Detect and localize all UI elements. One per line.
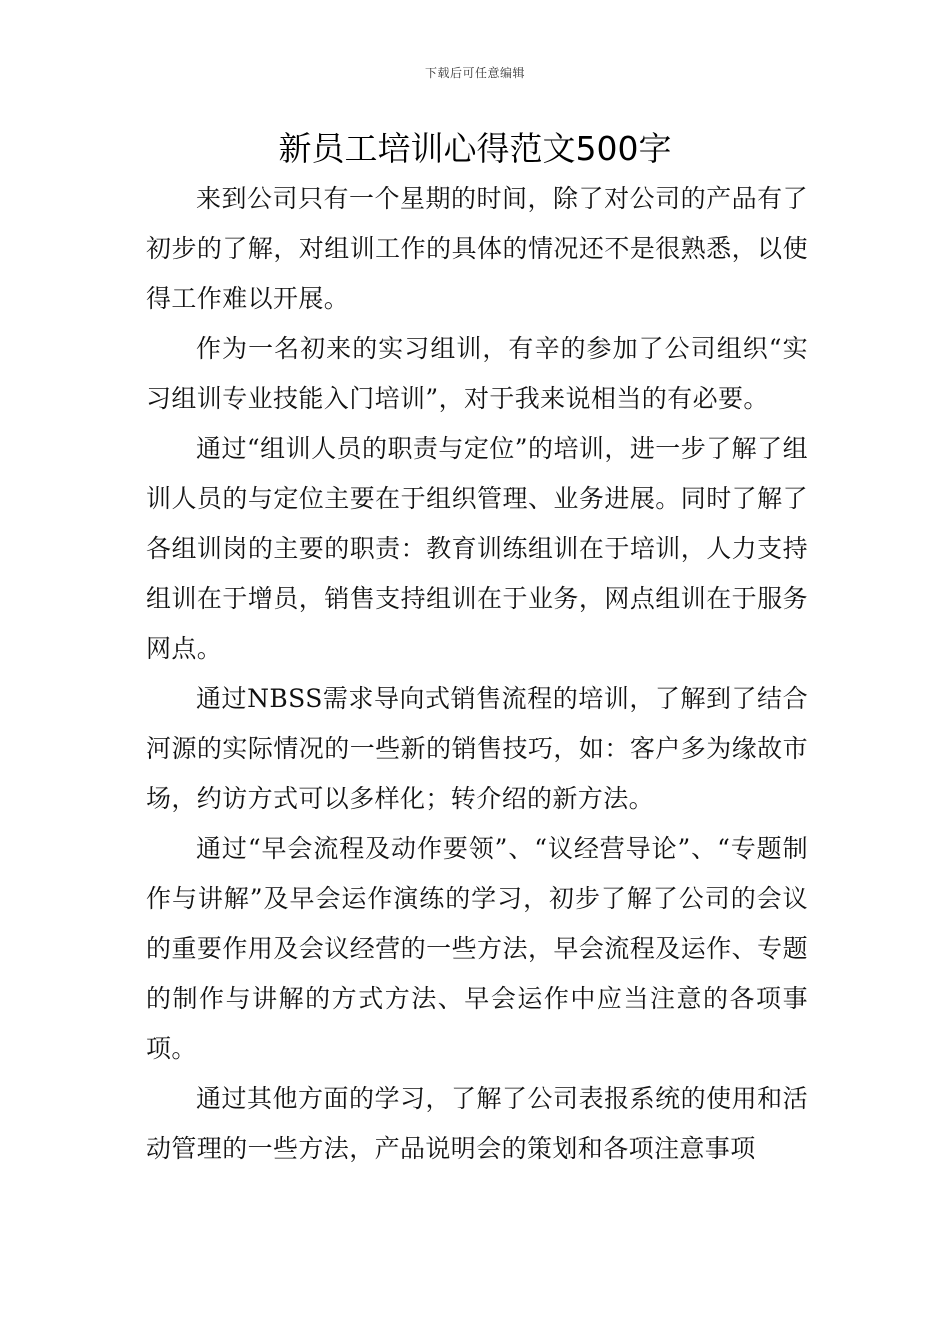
paragraph-3: 通过“组训人员的职责与定位”的培训，进一步了解了组训人员的与定位主要在于组织管理、业务进展。同时了解了各组训岗的主要的职责：教育训练组训在于培训，人力支持组训在于增员，销售支持组训在于业务，网点组训在于服务网点。: [146, 434, 808, 663]
header-note: 下载后可任意编辑: [424, 66, 525, 80]
document-title: 新员工培训心得范文500字: [278, 129, 672, 168]
paragraph-2: 作为一名初来的实习组训，有辛的参加了公司组织“实习组训专业技能入门培训”，对于我来说相当的有必要。: [146, 334, 808, 413]
paragraph-6: 通过其他方面的学习，了解了公司表报系统的使用和活动管理的一些方法，产品说明会的策划和各项注意事项: [146, 1084, 808, 1163]
paragraph-5: 通过“早会流程及动作要领”、“议经营导论”、“专题制作与讲解”及早会运作演练的学习，初步了解了公司的会议的重要作用及会议经营的一些方法，早会流程及运作、专题的制作与讲解的方式方法、早会运作中应当注意的各项事项。: [146, 834, 808, 1063]
document-body: [146, 174, 808, 1174]
paragraph-4: 通过NBSS需求导向式销售流程的培训，了解到了结合河源的实际情况的一些新的销售技巧，如：客户多为缘故市场，约访方式可以多样化；转介绍的新方法。: [146, 684, 808, 813]
paragraph-1: 来到公司只有一个星期的时间，除了对公司的产品有了初步的了解，对组训工作的具体的情况还不是很熟悉，以使得工作难以开展。: [146, 184, 808, 313]
